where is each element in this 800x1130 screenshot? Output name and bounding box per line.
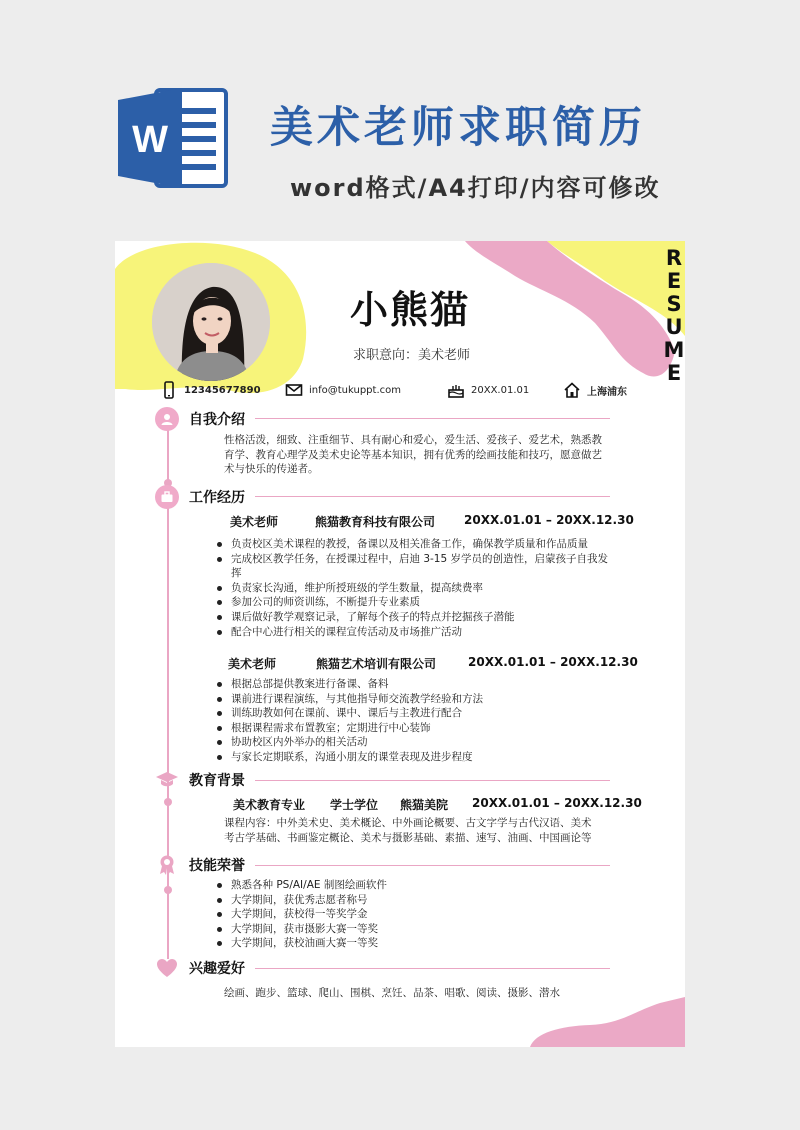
list-item: 配合中心进行相关的课程宣传活动及市场推广活动 (215, 625, 615, 640)
graduation-cap-icon (155, 768, 179, 792)
section-skills-header (155, 853, 245, 877)
list-item: 参加公司的师资训练，不断提升专业素质 (215, 595, 615, 610)
divider (255, 865, 610, 866)
word-document-icon (118, 86, 230, 190)
banner-subtitle: word格式/A4打印/内容可修改 (290, 174, 661, 202)
job-duties-list (215, 537, 615, 639)
list-item: 熟悉各种 PS/AI/AE 制图绘画软件 (215, 878, 615, 893)
phone-icon (160, 381, 178, 399)
section-work-header (155, 485, 245, 509)
job-intent: 求职意向：美术老师 (353, 348, 471, 363)
section-hobbies-header (155, 956, 245, 980)
home-icon (563, 381, 581, 399)
job-company: 熊猫教育科技有限公司 (315, 515, 436, 529)
list-item: 课前进行课程演练，与其他指导师交流教学经验和方法 (215, 692, 615, 707)
banner-title: 美术老师求职简历 (270, 103, 646, 153)
header-banner (0, 0, 800, 240)
list-item: 训练助教如何在课前、课中、课后与主教进行配合 (215, 706, 615, 721)
award-icon (155, 853, 179, 877)
section-title: 技能荣誉 (189, 858, 245, 874)
resume-vertical-label: R E S U M E (663, 246, 685, 385)
job-header (230, 513, 634, 530)
list-item: 负责校区美术课程的教授，备课以及相关准备工作，确保教学质量和作品质量 (215, 537, 615, 552)
edu-major: 美术教育专业 (233, 798, 306, 812)
education-header (233, 796, 642, 813)
list-item: 课后做好教学观察记录，了解每个孩子的特点并挖掘孩子潜能 (215, 610, 615, 625)
timeline-dot (164, 886, 172, 894)
hobbies-text: 绘画、跑步、篮球、爬山、围棋、烹饪、品茶、唱歌、阅读、摄影、潜水 (224, 987, 560, 999)
job-period: 20XX.01.01 – 20XX.12.30 (464, 513, 634, 527)
section-education-header (155, 768, 245, 792)
list-item: 大学期间，获校油画大赛一等奖 (215, 936, 615, 951)
logo-letter: W (132, 119, 168, 161)
contact-email: info@tukuppt.com (285, 379, 401, 401)
contact-phone: 12345677890 (160, 379, 261, 401)
section-title: 教育背景 (189, 773, 245, 789)
section-title: 自我介绍 (189, 412, 245, 428)
edu-degree: 学士学位 (330, 798, 379, 812)
list-item: 大学期间，获市摄影大赛一等奖 (215, 922, 615, 937)
job-role: 美术老师 (228, 657, 277, 671)
job-period: 20XX.01.01 – 20XX.12.30 (468, 655, 638, 669)
divider (255, 496, 610, 497)
divider (255, 780, 610, 781)
list-item: 完成校区教学任务，在授课过程中，启迪 3-15 岁学员的创造性，启蒙孩子自我发挥 (215, 552, 615, 581)
list-item: 大学期间，获优秀志愿者称号 (215, 893, 615, 908)
list-item: 根据总部提供教案进行备课、备料 (215, 677, 615, 692)
user-icon (155, 407, 179, 431)
skills-list (215, 878, 615, 951)
job-role: 美术老师 (230, 515, 279, 529)
profile-photo (152, 263, 270, 381)
candidate-name: 小熊猫 (350, 288, 471, 332)
list-item: 大学期间，获校得一等奖学金 (215, 907, 615, 922)
avatar-portrait (152, 263, 270, 381)
heart-icon (155, 956, 179, 980)
section-title: 工作经历 (189, 490, 245, 506)
list-item: 协助校区内外举办的相关活动 (215, 735, 615, 750)
mail-icon (285, 381, 303, 399)
edu-courses: 课程内容：中外美术史、美术概论、中外画论概要、古文字学与古代汉语、美术考古学基础、书画鉴定概论、美术与摄影基础、素描、速写、油画、中国画论等 (224, 817, 592, 844)
contact-birthday: 20XX.01.01 (447, 379, 529, 401)
list-item: 与家长定期联系，沟通小朋友的课堂表现及进步程度 (215, 750, 615, 765)
contact-location: 上海浦东 (563, 379, 627, 401)
edu-period: 20XX.01.01 – 20XX.12.30 (472, 796, 642, 810)
timeline-dot (164, 798, 172, 806)
section-title: 兴趣爱好 (189, 961, 245, 977)
edu-school: 熊猫美院 (400, 798, 449, 812)
intro-text: 性格活泼，细致、注重细节、具有耐心和爱心，爱生活、爱孩子、爱艺术，熟悉教育学、教育心理学及美术史论等基本知识，拥有优秀的绘画技能和技巧，愿意做艺术与快乐的传递者。 (224, 434, 602, 475)
job-company: 熊猫艺术培训有限公司 (316, 657, 437, 671)
resume-sheet (115, 241, 685, 1047)
list-item: 根据课程需求布置教室；定期进行中心装饰 (215, 721, 615, 736)
job-duties-list (215, 677, 615, 765)
list-item: 负责家长沟通，维护所授班级的学生数量，提高续费率 (215, 581, 615, 596)
section-intro-header (155, 407, 245, 431)
cake-icon (447, 381, 465, 399)
divider (255, 418, 610, 419)
briefcase-icon (155, 485, 179, 509)
job-header (228, 655, 638, 672)
divider (255, 968, 610, 969)
